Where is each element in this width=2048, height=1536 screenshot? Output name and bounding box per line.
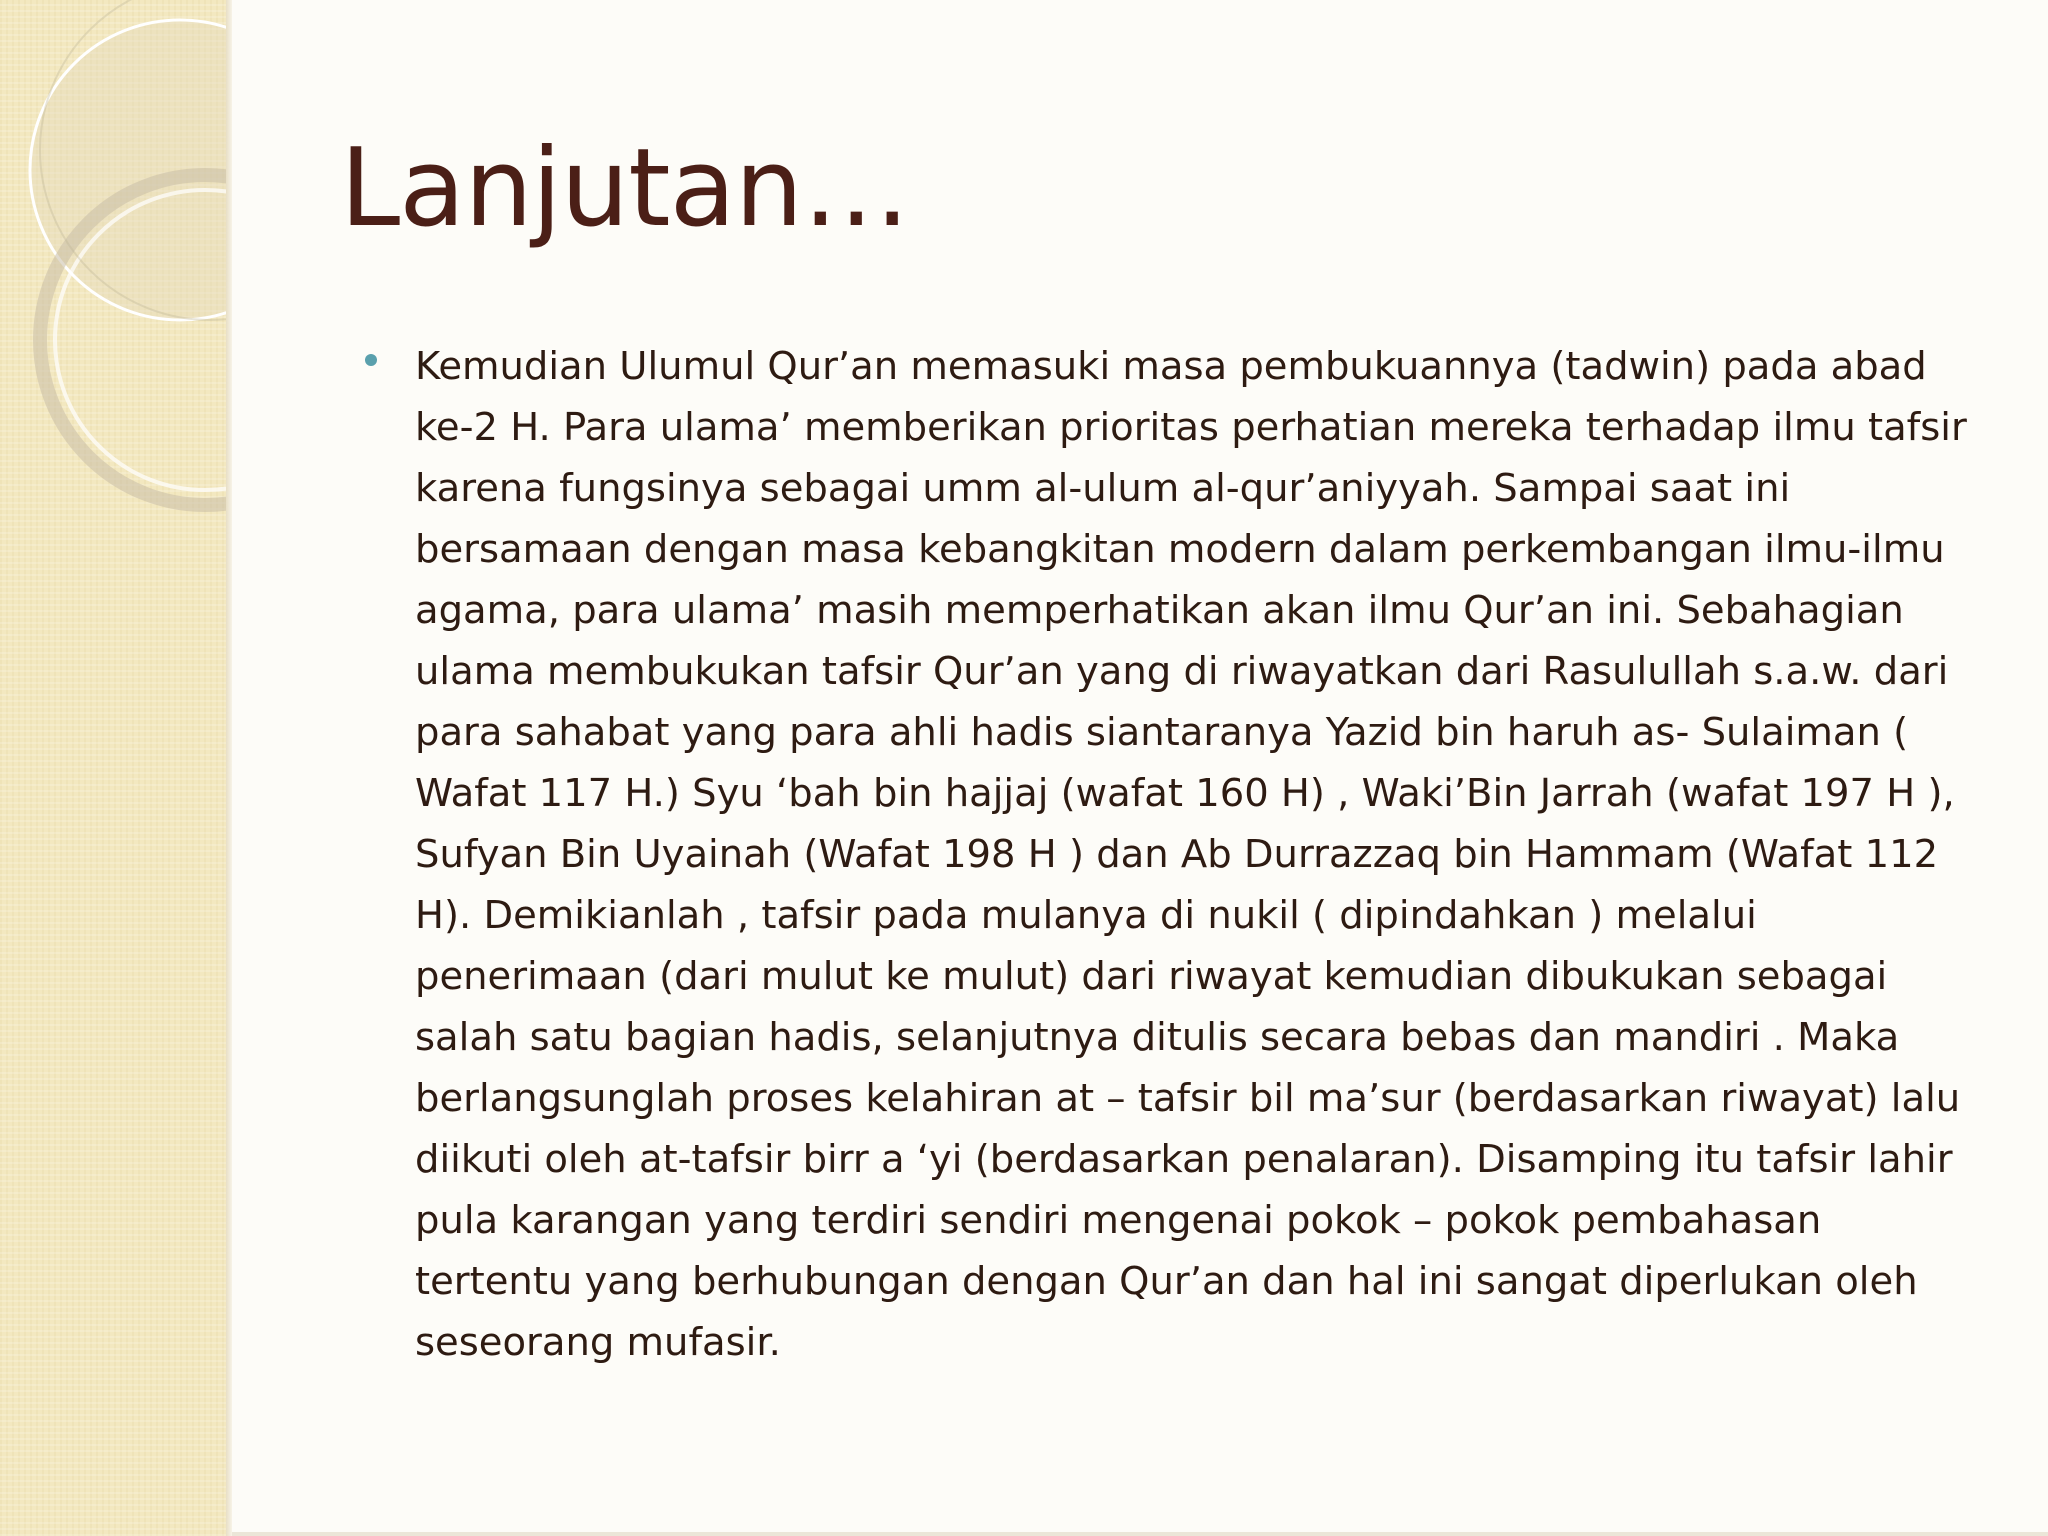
slide-title: Lanjutan…: [340, 126, 910, 251]
sidebar-edge: [226, 0, 232, 1536]
decorative-rings: [0, 0, 226, 560]
bullet-dot-icon: [365, 354, 377, 366]
bullet-item: [355, 336, 1985, 1373]
decorative-sidebar: [0, 0, 226, 1536]
bottom-divider: [232, 1532, 2048, 1536]
bullet-text: Kemudian Ulumul Qur’an memasuki masa pembukuannya (tadwin) pada abad ke-2 H. Para ulama’ memberikan prioritas perhatian mereka terhadap ilmu tafsir karena fungsinya sebagai umm al-ulum al-qur’aniyyah. Sampai saat ini bersamaan dengan masa kebangkitan modern dalam perkembangan ilmu-ilmu agama, para ulama’ masih memperhatikan akan ilmu Qur’an ini. Sebahagian ulama membukukan tafsir Qur’an yang di riwayatkan dari Rasulullah s.a.w. dari para sahabat yang para ahli hadis siantaranya Yazid bin haruh as- Sulaiman ( Wafat 117 H.) Syu ‘bah bin hajjaj (wafat 160 H) , Waki’Bin Jarrah (wafat 197 H ), Sufyan Bin Uyainah (Wafat 198 H ) dan Ab Durrazzaq bin Hammam (Wafat 112 H). Demikianlah , tafsir pada mulanya di nukil ( dipindahkan ) melalui penerimaan (dari mulut ke mulut) dari riwayat kemudian dibukukan sebagai salah satu bagian hadis, selanjutnya ditulis secara bebas dan mandiri . Maka berlangsunglah proses kelahiran at – tafsir bil ma’sur (berdasarkan riwayat) lalu diikuti oleh at-tafsir birr a ‘yi (berdasarkan penalaran). Disamping itu tafsir lahir pula karangan yang terdiri sendiri mengenai pokok – pokok pembahasan tertentu yang berhubungan dengan Qur’an dan hal ini sangat diperlukan oleh seseorang mufasir.: [415, 344, 1967, 1365]
slide-content: [355, 336, 1985, 1373]
